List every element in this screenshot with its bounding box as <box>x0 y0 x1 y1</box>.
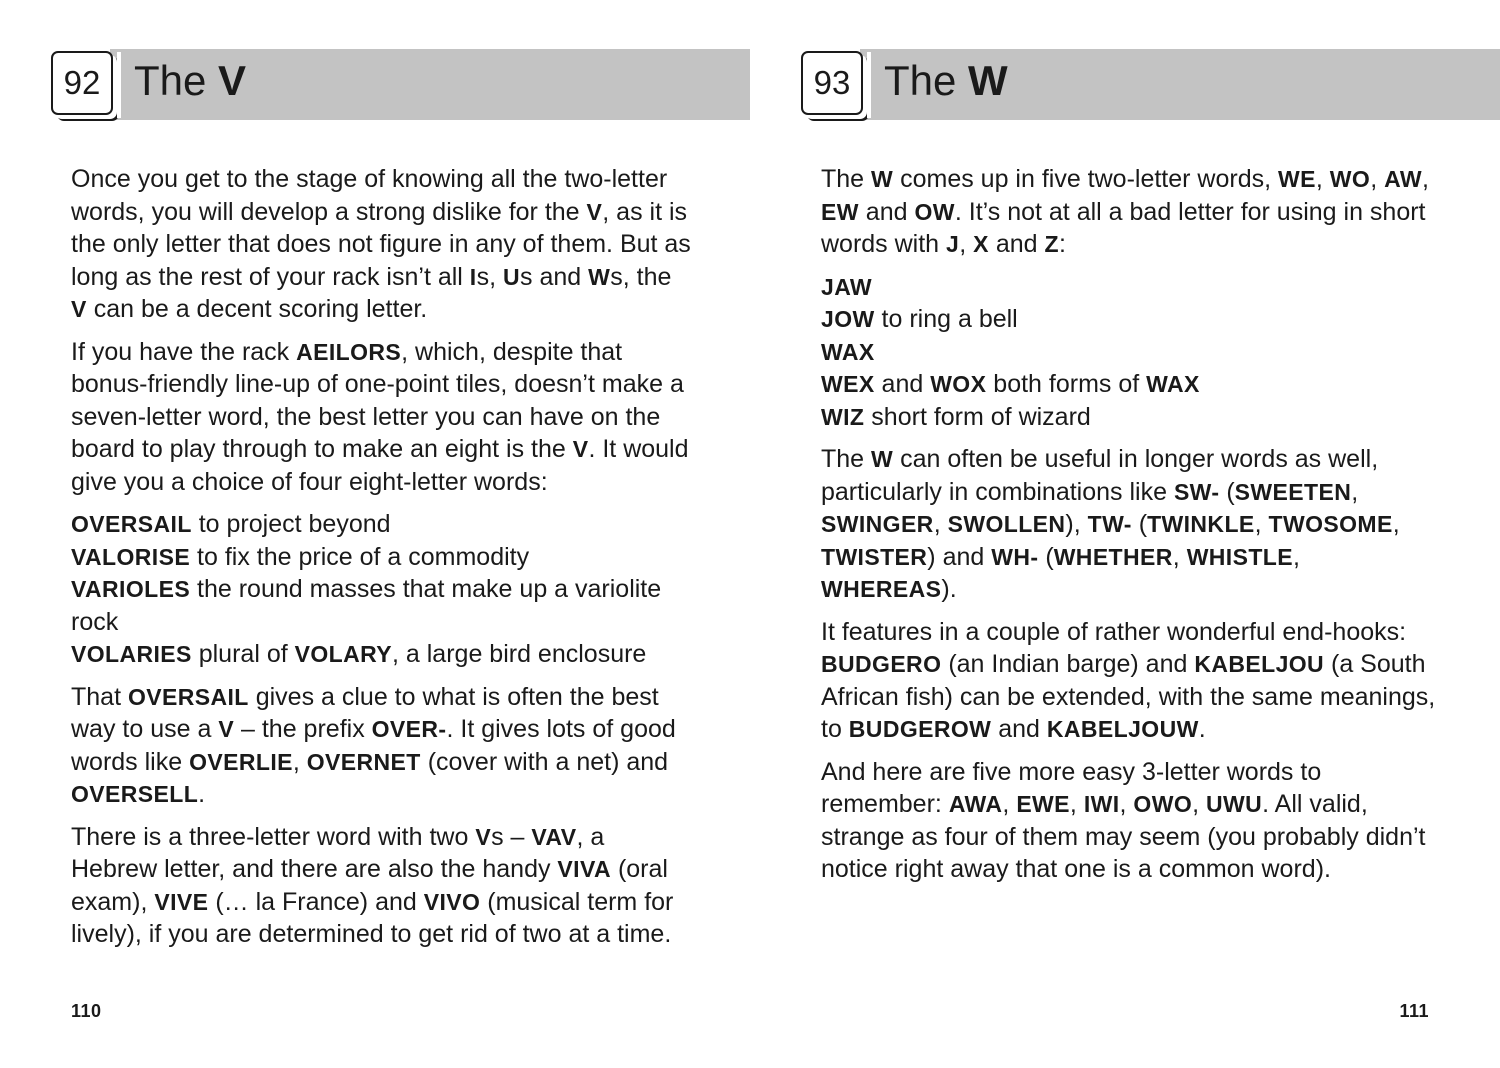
paragraph: And here are five more easy 3-letter words to remember: AWA, EWE, IWI, OWO, UWU. All valid, strange as four of them may seem (you probably didn’t notice right away that one is a common word). <box>821 757 1426 883</box>
paragraph: There is a three-letter word with two Vs – VAV, a Hebrew letter, and there are also the handy VIVA (oral exam), VIVE (… la France) and VIVO (musical term for lively), if you are determined to get rid of two at a time. <box>71 822 674 948</box>
list-item: WAX <box>821 338 875 365</box>
title-prefix: The <box>884 57 957 104</box>
word-list <box>71 508 691 671</box>
page-number: 110 <box>71 1001 102 1021</box>
list-item: OVERSAIL to project beyond <box>71 510 391 538</box>
body-text <box>71 163 691 961</box>
entry-number: 92 <box>63 64 101 101</box>
page-title <box>134 56 246 106</box>
title-letter: W <box>968 57 1008 104</box>
paragraph: The W comes up in five two-letter words, WE, WO, AW, EW and OW. It’s not at all a bad letter for using in short words with J, X and Z: <box>821 165 1429 258</box>
entry-number-tile <box>51 51 113 115</box>
page-title <box>884 56 1008 106</box>
list-item: VARIOLES the round masses that make up a variolite rock <box>71 575 662 636</box>
list-item: VALORISE to fix the price of a commodity <box>71 542 530 571</box>
list-item: WIZ short form of wizard <box>821 402 1091 431</box>
title-prefix: The <box>134 57 207 104</box>
list-item: JAW <box>821 273 873 300</box>
tile-divider <box>117 52 121 118</box>
tile-divider <box>867 52 871 118</box>
paragraph: Once you get to the stage of knowing all the two-letter words, you will develop a strong dislike for the V, as it is the only letter that does not figure in any of them. But as long as the rest of your rack isn’t all Is, Us and Ws, the V can be a decent scoring letter. <box>71 165 691 323</box>
paragraph: The W can often be useful in longer words as well, particularly in combinations like SW- (SWEETEN, SWINGER, SWOLLEN), TW- (TWINKLE, TWOSOME, TWISTER) and WH- (WHETHER, WHISTLE, WHEREAS). <box>821 445 1400 603</box>
right-page <box>750 0 1500 1068</box>
list-item: VOLARIES plural of VOLARY, a large bird enclosure <box>71 640 647 668</box>
body-text <box>821 163 1441 896</box>
word-list <box>821 271 1441 434</box>
title-letter: V <box>218 57 247 104</box>
list-item: JOW to ring a bell <box>821 305 1018 333</box>
entry-number: 93 <box>813 64 851 101</box>
paragraph: That OVERSAIL gives a clue to what is often the best way to use a V – the prefix OVER-. It gives lots of good words like OVERLIE, OVERNET (cover with a net) and OVERSELL. <box>71 682 676 808</box>
entry-number-tile <box>801 51 863 115</box>
page-number: 111 <box>1399 1001 1429 1021</box>
list-item: WEX and WOX both forms of WAX <box>821 370 1200 398</box>
paragraph: It features in a couple of rather wonderful end-hooks: BUDGERO (an Indian barge) and KABELJOU (a South African fish) can be extended, with the same meanings, to BUDGEROW and KABELJOUW. <box>821 617 1436 743</box>
paragraph: If you have the rack AEILORS, which, despite that bonus-friendly line-up of one-point tiles, doesn’t make a seven-letter word, the best letter you can have on the board to play through to make an eight is the V. It would give you a choice of four eight-letter words: <box>71 337 689 496</box>
